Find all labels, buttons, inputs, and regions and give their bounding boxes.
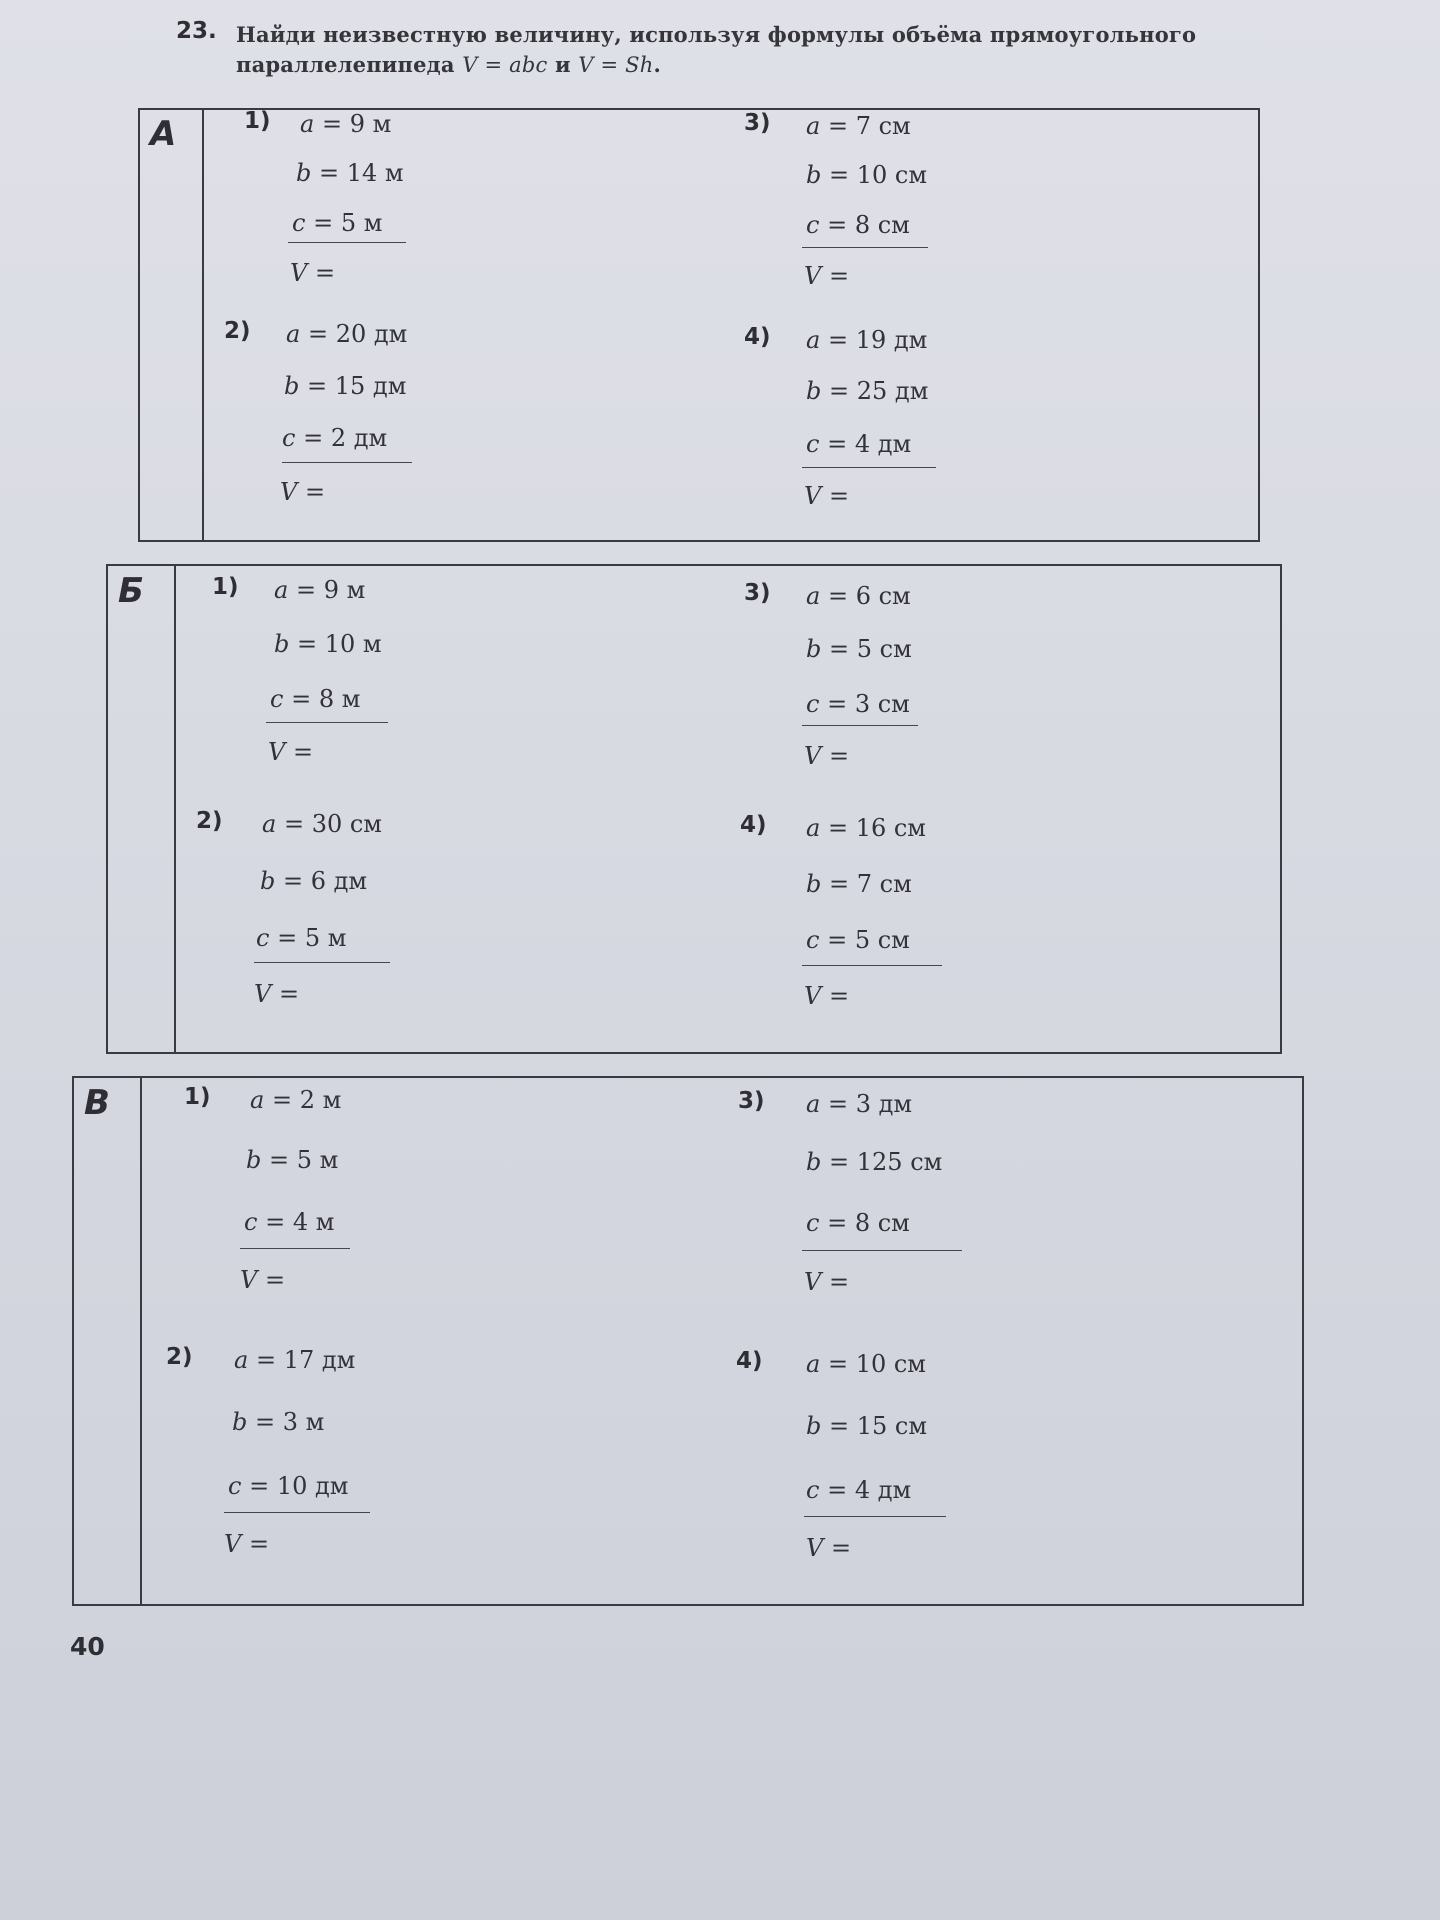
- fraction-rule: [804, 1516, 946, 1517]
- var-b: b: [246, 1146, 262, 1174]
- value-c-text: = 5 м: [313, 209, 383, 237]
- fraction-rule: [254, 962, 390, 963]
- var-v: V: [280, 478, 298, 506]
- value-b: [806, 870, 912, 898]
- volume-answer: [268, 738, 313, 766]
- value-a: [806, 582, 911, 610]
- var-b: b: [806, 1412, 822, 1440]
- fraction-rule: [288, 242, 406, 243]
- problem-number: 3): [738, 1088, 765, 1114]
- var-c: c: [228, 1472, 242, 1500]
- value-v-text: =: [292, 738, 314, 766]
- var-v: V: [804, 482, 822, 510]
- value-a: [806, 1350, 926, 1378]
- var-b: b: [274, 630, 290, 658]
- value-c: [282, 424, 387, 452]
- var-v: V: [804, 262, 822, 290]
- value-b: [296, 159, 404, 187]
- value-a: [806, 814, 926, 842]
- formula-abc: V = abc: [462, 53, 548, 77]
- var-a: a: [806, 1350, 821, 1378]
- var-a: a: [250, 1086, 265, 1114]
- value-a-text: = 19 дм: [827, 326, 928, 354]
- fraction-rule: [282, 462, 412, 463]
- value-c: [806, 1209, 910, 1237]
- value-a-text: = 2 м: [271, 1086, 342, 1114]
- value-c: [228, 1472, 348, 1500]
- value-v-text: =: [828, 742, 850, 770]
- value-a: [274, 576, 365, 604]
- var-v: V: [806, 1534, 824, 1562]
- var-c: c: [806, 211, 820, 239]
- value-b-text: = 10 см: [829, 161, 928, 189]
- value-b: [260, 867, 367, 895]
- fraction-rule: [802, 1250, 962, 1251]
- var-b: b: [296, 159, 312, 187]
- volume-answer: [804, 982, 849, 1010]
- var-a: a: [286, 320, 301, 348]
- value-b-text: = 125 см: [829, 1148, 943, 1176]
- task-text: [236, 20, 1236, 80]
- volume-answer: [804, 742, 849, 770]
- block-divider: [140, 1078, 142, 1604]
- task-text-line1: Найди неизвестную величину, используя формулы объёма прямоугольного: [236, 22, 1197, 47]
- value-b: [806, 1148, 942, 1176]
- value-a-text: = 9 м: [295, 576, 366, 604]
- var-v: V: [268, 738, 286, 766]
- problem-number: 2): [166, 1344, 193, 1370]
- fraction-rule: [802, 965, 942, 966]
- var-a: a: [806, 814, 821, 842]
- volume-answer: [804, 1268, 849, 1296]
- value-a-text: = 16 см: [827, 814, 926, 842]
- var-b: b: [806, 635, 822, 663]
- value-v-text: =: [830, 1534, 852, 1562]
- var-a: a: [300, 110, 315, 138]
- problem-number: 1): [184, 1084, 211, 1110]
- value-a: [286, 320, 407, 348]
- value-v-text: =: [248, 1530, 270, 1558]
- page-number: 40: [70, 1632, 105, 1661]
- value-c: [270, 685, 360, 713]
- var-b: b: [806, 1148, 822, 1176]
- value-b-text: = 14 м: [319, 159, 404, 187]
- value-b-text: = 10 м: [297, 630, 382, 658]
- task-text-period: .: [653, 52, 662, 77]
- value-a-text: = 10 см: [827, 1350, 926, 1378]
- value-v-text: =: [828, 982, 850, 1010]
- var-a: a: [262, 810, 277, 838]
- fraction-rule: [802, 725, 918, 726]
- var-v: V: [804, 1268, 822, 1296]
- var-v: V: [224, 1530, 242, 1558]
- value-c-text: = 4 дм: [827, 1476, 912, 1504]
- value-v-text: =: [304, 478, 326, 506]
- value-a-text: = 20 дм: [307, 320, 408, 348]
- value-b-text: = 25 дм: [829, 377, 929, 405]
- value-c: [256, 924, 346, 952]
- var-c: c: [270, 685, 284, 713]
- var-a: a: [234, 1346, 249, 1374]
- var-c: c: [806, 690, 820, 718]
- block-letter: В: [84, 1083, 110, 1123]
- value-c-text: = 4 м: [265, 1208, 335, 1236]
- value-a: [806, 1090, 912, 1118]
- value-b: [806, 635, 912, 663]
- volume-answer: [290, 259, 335, 287]
- value-c-text: = 8 м: [291, 685, 361, 713]
- value-b-text: = 7 см: [829, 870, 912, 898]
- task-number: 23.: [176, 18, 217, 44]
- task-text-prefix: параллелепипеда: [236, 52, 463, 77]
- value-b-text: = 3 м: [255, 1408, 325, 1436]
- value-v-text: =: [314, 259, 336, 287]
- var-c: c: [806, 926, 820, 954]
- value-b: [806, 161, 927, 189]
- var-v: V: [290, 259, 308, 287]
- var-v: V: [804, 982, 822, 1010]
- value-a-text: = 9 м: [321, 110, 392, 138]
- problem-number: 2): [224, 318, 251, 344]
- var-a: a: [806, 326, 821, 354]
- value-b-text: = 6 дм: [283, 867, 368, 895]
- value-a: [262, 810, 382, 838]
- value-c-text: = 8 см: [827, 1209, 910, 1237]
- value-c-text: = 10 дм: [249, 1472, 349, 1500]
- value-b: [246, 1146, 338, 1174]
- fraction-rule: [266, 722, 388, 723]
- var-b: b: [806, 870, 822, 898]
- problem-number: 4): [736, 1348, 763, 1374]
- var-a: a: [806, 1090, 821, 1118]
- volume-answer: [280, 478, 325, 506]
- value-a-text: = 6 см: [827, 582, 911, 610]
- var-v: V: [804, 742, 822, 770]
- fraction-rule: [802, 247, 928, 248]
- block-letter: Б: [118, 571, 144, 611]
- var-c: c: [256, 924, 270, 952]
- volume-answer: [806, 1534, 851, 1562]
- volume-answer: [254, 980, 299, 1008]
- block-divider: [174, 566, 176, 1052]
- problem-number: 4): [740, 812, 767, 838]
- value-v-text: =: [278, 980, 300, 1008]
- problem-number: 1): [212, 574, 239, 600]
- volume-answer: [224, 1530, 269, 1558]
- value-b: [806, 377, 928, 405]
- var-b: b: [260, 867, 276, 895]
- var-v: V: [240, 1266, 258, 1294]
- value-c: [806, 926, 910, 954]
- block-letter: А: [150, 114, 177, 154]
- task-text-line2: [236, 50, 1236, 80]
- var-c: c: [292, 209, 306, 237]
- value-v-text: =: [828, 1268, 850, 1296]
- var-v: V: [254, 980, 272, 1008]
- value-b-text: = 15 см: [829, 1412, 928, 1440]
- fraction-rule: [224, 1512, 370, 1513]
- value-a: [806, 326, 927, 354]
- value-v-text: =: [828, 482, 850, 510]
- value-c: [806, 690, 910, 718]
- value-a: [234, 1346, 355, 1374]
- value-c-text: = 4 дм: [827, 430, 912, 458]
- value-c-text: = 5 см: [827, 926, 910, 954]
- value-b: [284, 372, 406, 400]
- value-c-text: = 5 м: [277, 924, 347, 952]
- var-c: c: [282, 424, 296, 452]
- block-divider: [202, 110, 204, 540]
- var-c: c: [806, 1476, 820, 1504]
- fraction-rule: [802, 467, 936, 468]
- var-a: a: [806, 582, 821, 610]
- volume-answer: [804, 482, 849, 510]
- value-a-text: = 3 дм: [827, 1090, 913, 1118]
- value-b: [274, 630, 382, 658]
- value-c: [806, 1476, 911, 1504]
- value-c: [806, 430, 911, 458]
- var-c: c: [806, 1209, 820, 1237]
- var-c: c: [806, 430, 820, 458]
- value-a-text: = 7 см: [827, 112, 911, 140]
- value-b-text: = 5 см: [829, 635, 912, 663]
- var-c: c: [244, 1208, 258, 1236]
- formula-sh: V = Sh: [578, 53, 654, 77]
- value-a: [806, 112, 911, 140]
- value-a: [300, 110, 391, 138]
- value-b-text: = 15 дм: [307, 372, 407, 400]
- problem-number: 2): [196, 808, 223, 834]
- problem-number: 3): [744, 110, 771, 136]
- problem-number: 4): [744, 324, 771, 350]
- value-a-text: = 30 см: [283, 810, 382, 838]
- value-c-text: = 3 см: [827, 690, 910, 718]
- value-v-text: =: [828, 262, 850, 290]
- volume-answer: [240, 1266, 285, 1294]
- value-v-text: =: [264, 1266, 286, 1294]
- var-b: b: [284, 372, 300, 400]
- volume-answer: [804, 262, 849, 290]
- value-c: [806, 211, 910, 239]
- problem-number: 3): [744, 580, 771, 606]
- var-b: b: [232, 1408, 248, 1436]
- value-c: [292, 209, 382, 237]
- var-a: a: [274, 576, 289, 604]
- value-c-text: = 8 см: [827, 211, 910, 239]
- value-a-text: = 17 дм: [255, 1346, 356, 1374]
- value-a: [250, 1086, 341, 1114]
- value-b: [232, 1408, 324, 1436]
- value-b-text: = 5 м: [269, 1146, 339, 1174]
- var-b: b: [806, 377, 822, 405]
- var-b: b: [806, 161, 822, 189]
- value-c-text: = 2 дм: [303, 424, 388, 452]
- problem-number: 1): [244, 108, 271, 134]
- value-c: [244, 1208, 334, 1236]
- var-a: a: [806, 112, 821, 140]
- fraction-rule: [240, 1248, 350, 1249]
- value-b: [806, 1412, 927, 1440]
- task-text-conj: и: [547, 52, 579, 77]
